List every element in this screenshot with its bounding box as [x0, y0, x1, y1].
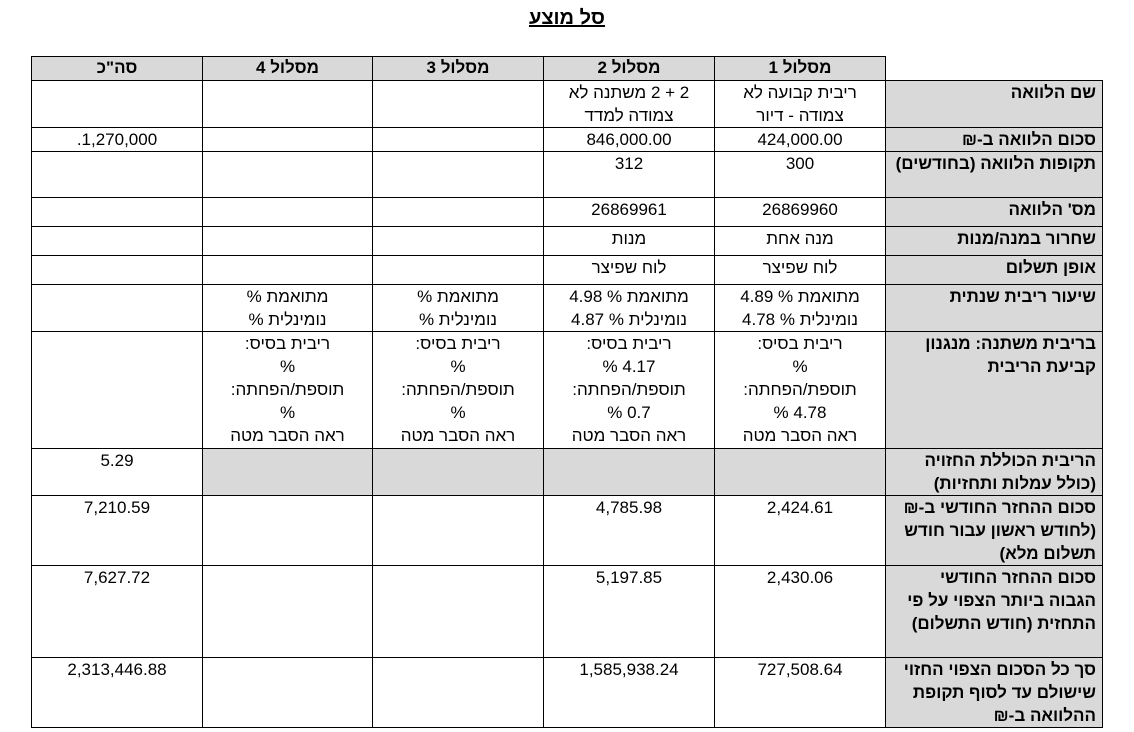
cell-text: 2,313,446.88 — [67, 660, 167, 679]
track-4-cell — [203, 658, 373, 728]
cell-text: מנה אחת — [766, 229, 834, 248]
track-2-cell — [544, 449, 715, 496]
cell-text: מתואמת % 4.89 — [740, 287, 860, 306]
cell-text: 4.78 % — [773, 403, 827, 422]
total-cell — [32, 332, 203, 449]
track-1-cell — [715, 256, 886, 285]
cell-text: נומינלית % — [248, 310, 327, 329]
total-cell — [32, 566, 203, 658]
cell-text: 727,508.64 — [757, 660, 843, 679]
track-4-cell — [203, 332, 373, 449]
track-3-cell — [373, 658, 544, 728]
cell-text: תוספת/הפחתה: — [230, 380, 345, 399]
cell-text: ראה הסבר מטה — [230, 426, 345, 445]
cell-text: 26869960 — [762, 200, 838, 219]
track-1-cell — [715, 198, 886, 227]
cell-text: 4.17 % — [602, 357, 656, 376]
track-2-cell — [544, 81, 715, 128]
row-label: שיעור ריבית שנתית — [886, 285, 1103, 332]
cell-text: % — [279, 357, 296, 376]
track-3-cell — [373, 285, 544, 332]
track-1-cell — [715, 566, 886, 658]
track-1-cell — [715, 285, 886, 332]
cell-text: מתואמת % 4.98 — [569, 287, 689, 306]
track-3-cell — [373, 256, 544, 285]
cell-text: מתואמת % — [417, 287, 499, 306]
track-2-cell — [544, 128, 715, 152]
cell-text: 5,197.85 — [595, 568, 663, 587]
cell-text: % — [279, 403, 296, 422]
track-1-cell — [715, 152, 886, 198]
total-cell — [32, 449, 203, 496]
track-4-cell — [203, 81, 373, 128]
total-cell — [32, 227, 203, 256]
header-row — [32, 57, 1103, 81]
track-4-cell — [203, 566, 373, 658]
track-1-cell — [715, 658, 886, 728]
track-2-cell — [544, 332, 715, 449]
track-3-cell — [373, 332, 544, 449]
cell-text: ראה הסבר מטה — [571, 426, 687, 445]
track-4-cell — [203, 449, 373, 496]
track-2-cell — [544, 566, 715, 658]
total-cell — [32, 198, 203, 227]
cell-text: תוספת/הפחתה: — [743, 380, 857, 399]
track-3-cell — [373, 128, 544, 152]
cell-text: מתואמת % — [246, 287, 329, 306]
track-3-cell — [373, 496, 544, 566]
cell-text: 2,424.61 — [766, 498, 834, 517]
table-row — [32, 449, 1103, 496]
row-label: שחרור במנה/מנות — [886, 227, 1103, 256]
row-label: סך כל הסכום הצפוי החזוי שישולם עד לסוף תקופת ההלוואה ב-₪ — [886, 658, 1103, 728]
cell-text: 7,210.59 — [83, 498, 151, 517]
cell-text: לוח שפיצר — [591, 258, 667, 277]
table-row — [32, 332, 1103, 449]
track-3-cell — [373, 449, 544, 496]
track-4-cell — [203, 285, 373, 332]
track-2-cell — [544, 285, 715, 332]
column-header-track-2: מסלול 2 — [544, 57, 715, 81]
track-4-cell — [203, 128, 373, 152]
row-label: הריבית הכוללת החזויה (כולל עמלות ותחזיות) — [886, 449, 1103, 496]
track-1-cell — [715, 128, 886, 152]
cell-text: נומינלית % 4.78 — [742, 310, 858, 329]
cell-text: ריבית בסיס: — [757, 334, 843, 353]
cell-text: ריבית בסיס: — [244, 334, 331, 353]
table-row — [32, 81, 1103, 128]
cell-text: % — [792, 357, 808, 376]
table-row — [32, 566, 1103, 658]
total-cell — [32, 256, 203, 285]
track-1-cell — [715, 449, 886, 496]
track-3-cell — [373, 198, 544, 227]
track-1-cell — [715, 81, 886, 128]
track-2-cell — [544, 152, 715, 198]
cell-text: % — [450, 357, 466, 376]
track-1-cell — [715, 332, 886, 449]
cell-text: 7,627.72 — [83, 568, 151, 587]
total-cell — [32, 496, 203, 566]
track-3-cell — [373, 152, 544, 198]
cell-text: 300 — [785, 154, 815, 173]
cell-text: תוספת/הפחתה: — [572, 380, 686, 399]
cell-text: צמודה - דיור — [756, 106, 844, 125]
cell-text: ריבית קבועה לא — [743, 83, 857, 102]
offer-table — [31, 56, 1103, 728]
cell-text: נומינלית % 4.87 — [571, 310, 687, 329]
track-2-cell — [544, 256, 715, 285]
track-4-cell — [203, 198, 373, 227]
row-label: סכום ההחזר החודשי ב-₪ (לחודש ראשון עבור חודש תשלום מלא) — [886, 496, 1103, 566]
column-header-track-1: מסלול 1 — [715, 57, 886, 81]
cell-text: 5.29 — [100, 451, 134, 470]
row-label: אופן תשלום — [886, 256, 1103, 285]
track-2-cell — [544, 658, 715, 728]
total-cell — [32, 658, 203, 728]
track-3-cell — [373, 227, 544, 256]
track-4-cell — [203, 496, 373, 566]
table-row — [32, 658, 1103, 728]
cell-text: ראה הסבר מטה — [400, 426, 516, 445]
total-cell — [32, 81, 203, 128]
cell-text: 1,585,938.24 — [579, 660, 679, 679]
cell-text: 424,000.00 — [757, 130, 843, 149]
table-row — [32, 152, 1103, 198]
table-row — [32, 128, 1103, 152]
row-label: סכום הלוואה ב-₪ — [886, 128, 1103, 152]
table-row — [32, 285, 1103, 332]
cell-text: 2 + 2 משתנה לא — [568, 83, 690, 102]
cell-text: מנות — [611, 229, 647, 248]
track-4-cell — [203, 152, 373, 198]
cell-text: ריבית בסיס: — [415, 334, 501, 353]
header-corner — [886, 57, 1103, 81]
cell-text: % — [450, 403, 466, 422]
table-row — [32, 496, 1103, 566]
column-header-total: סה"כ — [32, 57, 203, 81]
cell-text: 4,785.98 — [595, 498, 663, 517]
offer-table-body — [32, 81, 1103, 728]
cell-text: ריבית בסיס: — [586, 334, 672, 353]
track-4-cell — [203, 227, 373, 256]
row-label: בריבית משתנה: מנגנון קביעת הריבית — [886, 332, 1103, 449]
cell-text: 1,270,000. — [76, 130, 158, 149]
cell-text: 0.7 % — [607, 403, 651, 422]
table-row — [32, 256, 1103, 285]
row-label: תקופות הלוואה (בחודשים) — [886, 152, 1103, 198]
cell-text: נומינלית % — [418, 310, 498, 329]
cell-text: ראה הסבר מטה — [742, 426, 858, 445]
column-header-track-4: מסלול 4 — [203, 57, 373, 81]
cell-text: תוספת/הפחתה: — [401, 380, 515, 399]
track-4-cell — [203, 256, 373, 285]
row-label: מס' הלוואה — [886, 198, 1103, 227]
track-3-cell — [373, 566, 544, 658]
track-1-cell — [715, 227, 886, 256]
cell-text: 846,000.00 — [586, 130, 672, 149]
page-title: סל מוצע — [528, 7, 606, 29]
row-label: סכום ההחזר החודשי הגבוה ביותר הצפוי על פי התחזית (חודש התשלום) — [886, 566, 1103, 658]
cell-text: 2,430.06 — [766, 568, 834, 587]
column-header-track-3: מסלול 3 — [373, 57, 544, 81]
track-1-cell — [715, 496, 886, 566]
cell-text: 312 — [614, 154, 644, 173]
row-label: שם הלוואה — [886, 81, 1103, 128]
cell-text: לוח שפיצר — [762, 258, 838, 277]
total-cell — [32, 285, 203, 332]
track-3-cell — [373, 81, 544, 128]
total-cell — [32, 128, 203, 152]
total-cell — [32, 152, 203, 198]
table-row — [32, 198, 1103, 227]
cell-text: צמודה למדד — [584, 106, 674, 125]
table-row — [32, 227, 1103, 256]
track-2-cell — [544, 496, 715, 566]
cell-text: 26869961 — [591, 200, 667, 219]
track-2-cell — [544, 227, 715, 256]
track-2-cell — [544, 198, 715, 227]
